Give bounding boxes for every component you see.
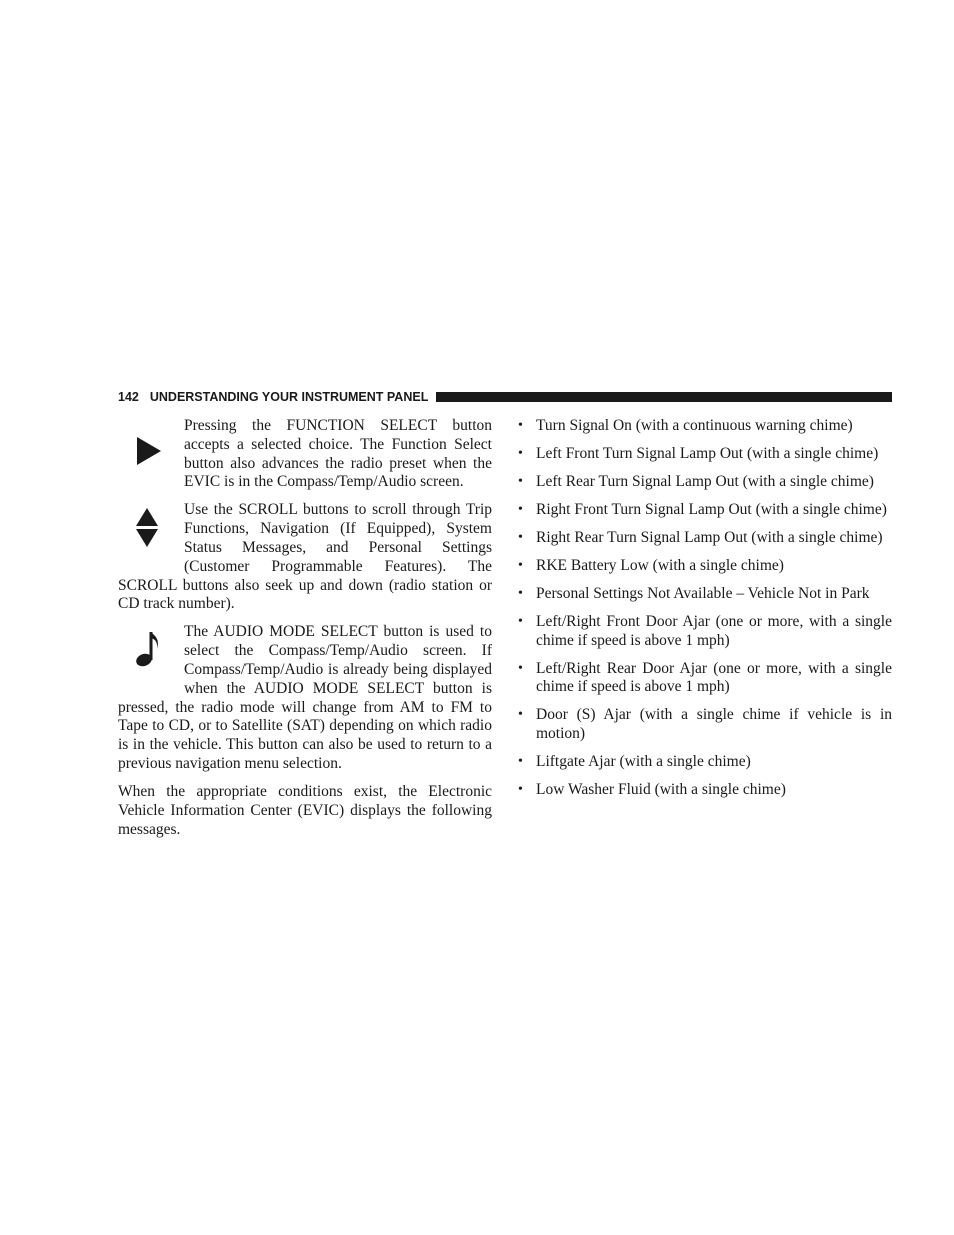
function-select-paragraph (118, 417, 492, 492)
list-item: • Low Washer Fluid (with a single chime) (518, 781, 892, 800)
evic-intro-paragraph: When the appropriate conditions exist, the Electronic Vehicle Information Center (EVIC) displays the following messages. (118, 782, 492, 838)
list-item: • Door (S) Ajar (with a single chime if vehicle is in motion) (518, 706, 892, 744)
right-column (518, 417, 892, 809)
up-down-arrows-icon (118, 501, 176, 575)
play-arrow-icon (118, 417, 176, 489)
list-item: • Liftgate Ajar (with a single chime) (518, 753, 892, 772)
scroll-text: Use the SCROLL buttons to scroll through Trip Functions, Navigation (If Equipped), System Status Messages, and Personal Settings (Customer Programmable Features). The SCROLL buttons also seek up and down (radio station or CD track number). (118, 501, 492, 613)
audio-mode-paragraph (118, 623, 492, 773)
list-item: • Right Rear Turn Signal Lamp Out (with a single chime) (518, 529, 892, 548)
music-note-icon (118, 623, 176, 695)
audio-mode-text: The AUDIO MODE SELECT button is used to select the Compass/Temp/Audio screen. If Compass/Temp/Audio is already being displayed when the AUDIO MODE SELECT button is pressed, the radio mode will change from AM to FM to Tape to CD, or to Satellite (SAT) depending on which radio is in the vehicle. This button can also be used to return to a previous navigation menu selection. (118, 623, 492, 772)
list-item: • Left/Right Front Door Ajar (one or more, with a single chime if speed is above 1 mph) (518, 613, 892, 651)
section-title: UNDERSTANDING YOUR INSTRUMENT PANEL (149, 390, 429, 404)
function-select-text: Pressing the FUNCTION SELECT button accepts a selected choice. The Function Select button also advances the radio preset when the EVIC is in the Compass/Temp/Audio screen. (184, 417, 492, 491)
list-item: • RKE Battery Low (with a single chime) (518, 557, 892, 576)
evic-message-list (518, 417, 892, 800)
scroll-paragraph (118, 501, 492, 614)
list-item: • Turn Signal On (with a continuous warning chime) (518, 417, 892, 436)
left-column (118, 417, 492, 848)
list-item: • Left/Right Rear Door Ajar (one or more, with a single chime if speed is above 1 mph) (518, 660, 892, 698)
list-item: • Personal Settings Not Available – Vehicle Not in Park (518, 585, 892, 604)
list-item: • Right Front Turn Signal Lamp Out (with a single chime) (518, 501, 892, 520)
page-header (118, 389, 892, 405)
list-item: • Left Rear Turn Signal Lamp Out (with a single chime) (518, 473, 892, 492)
list-item: • Left Front Turn Signal Lamp Out (with a single chime) (518, 445, 892, 464)
page-number: 142 (118, 390, 139, 404)
header-rule-bar (436, 392, 892, 402)
